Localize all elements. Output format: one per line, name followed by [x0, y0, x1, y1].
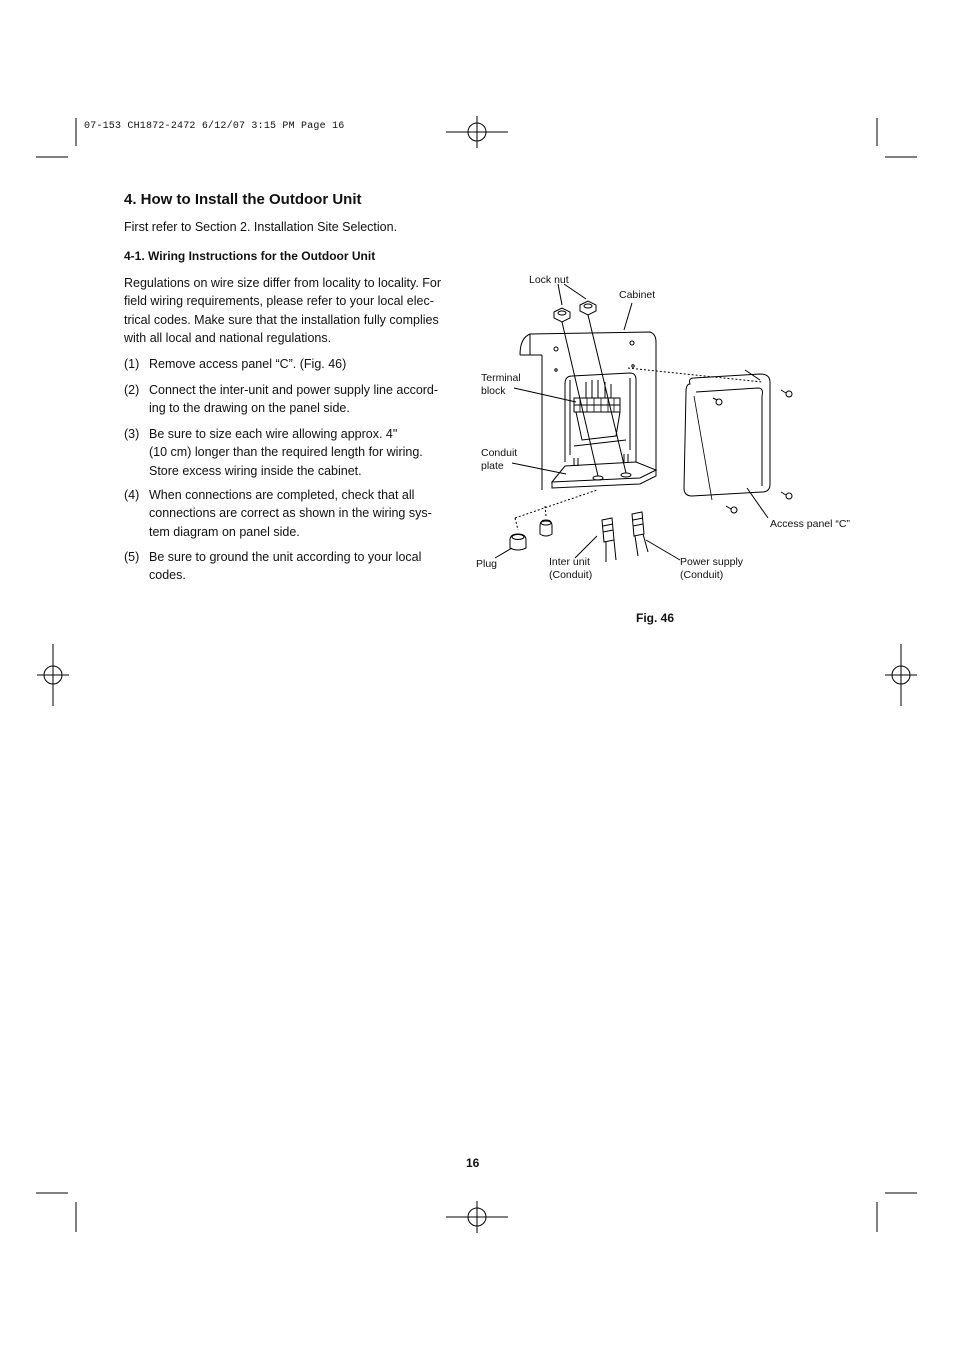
paragraph-line: Regulations on wire size differ from locality to locality. For: [124, 276, 442, 290]
step-line: connections are correct as shown in the wiring sys-: [149, 506, 432, 521]
label-line: plate: [481, 460, 504, 472]
step-line: (10 cm) longer than the required length for wiring.: [149, 445, 423, 460]
step-line: Be sure to size each wire allowing approx. 4": [149, 427, 398, 441]
paragraph-line: field wiring requirements, please refer to your local elec-: [124, 294, 434, 309]
step-line: When connections are completed, check that all: [149, 488, 415, 502]
step-number: (2): [124, 383, 140, 397]
step-line: ing to the drawing on the panel side.: [149, 401, 350, 416]
regulations-paragraph: [124, 274, 456, 347]
outdoor-unit-wiring-illustration: [470, 268, 870, 598]
paragraph-line: trical codes. Make sure that the installation fully complies: [124, 312, 439, 327]
page-number: 16: [466, 1156, 480, 1170]
paragraph-line: with all local and national regulations.: [124, 330, 332, 345]
label-power-supply: [680, 556, 743, 582]
label-line: Power supply: [680, 556, 744, 568]
label-conduit-plate: [481, 447, 517, 473]
subsection-heading: 4-1. Wiring Instructions for the Outdoor Unit: [124, 249, 376, 263]
step-number: (4): [124, 488, 140, 502]
print-slug: 07-153 CH1872-2472 6/12/07 3:15 PM Page 16: [84, 121, 345, 132]
figure-caption: Fig. 46: [636, 611, 675, 625]
label-inter-unit: [549, 556, 592, 582]
label-plug: Plug: [476, 558, 498, 570]
step-line: Remove access panel “C”. (Fig. 46): [149, 357, 347, 371]
step-line: codes.: [149, 568, 186, 583]
label-line: (Conduit): [549, 569, 593, 581]
step-number: (3): [124, 427, 140, 441]
step-number: (1): [124, 357, 140, 371]
label-lock-nut: Lock nut: [529, 274, 569, 286]
label-line: Terminal: [481, 372, 521, 384]
step-line: Store excess wiring inside the cabinet.: [149, 463, 362, 478]
step-line: Be sure to ground the unit according to your local: [149, 550, 422, 564]
step-line: Connect the inter-unit and power supply line accord-: [149, 383, 439, 397]
section-heading: 4. How to Install the Outdoor Unit: [124, 191, 362, 208]
step-number: (5): [124, 550, 140, 564]
label-line: Inter unit: [549, 556, 590, 568]
label-line: block: [481, 385, 506, 397]
label-cabinet: Cabinet: [619, 289, 656, 301]
intro-text: First refer to Section 2. Installation Site Selection.: [124, 220, 398, 234]
label-terminal-block: [481, 372, 521, 398]
label-line: (Conduit): [680, 569, 724, 581]
label-access-panel: Access panel “C”: [770, 518, 850, 530]
label-line: Conduit: [481, 447, 518, 459]
step-line: tem diagram on panel side.: [149, 524, 300, 539]
